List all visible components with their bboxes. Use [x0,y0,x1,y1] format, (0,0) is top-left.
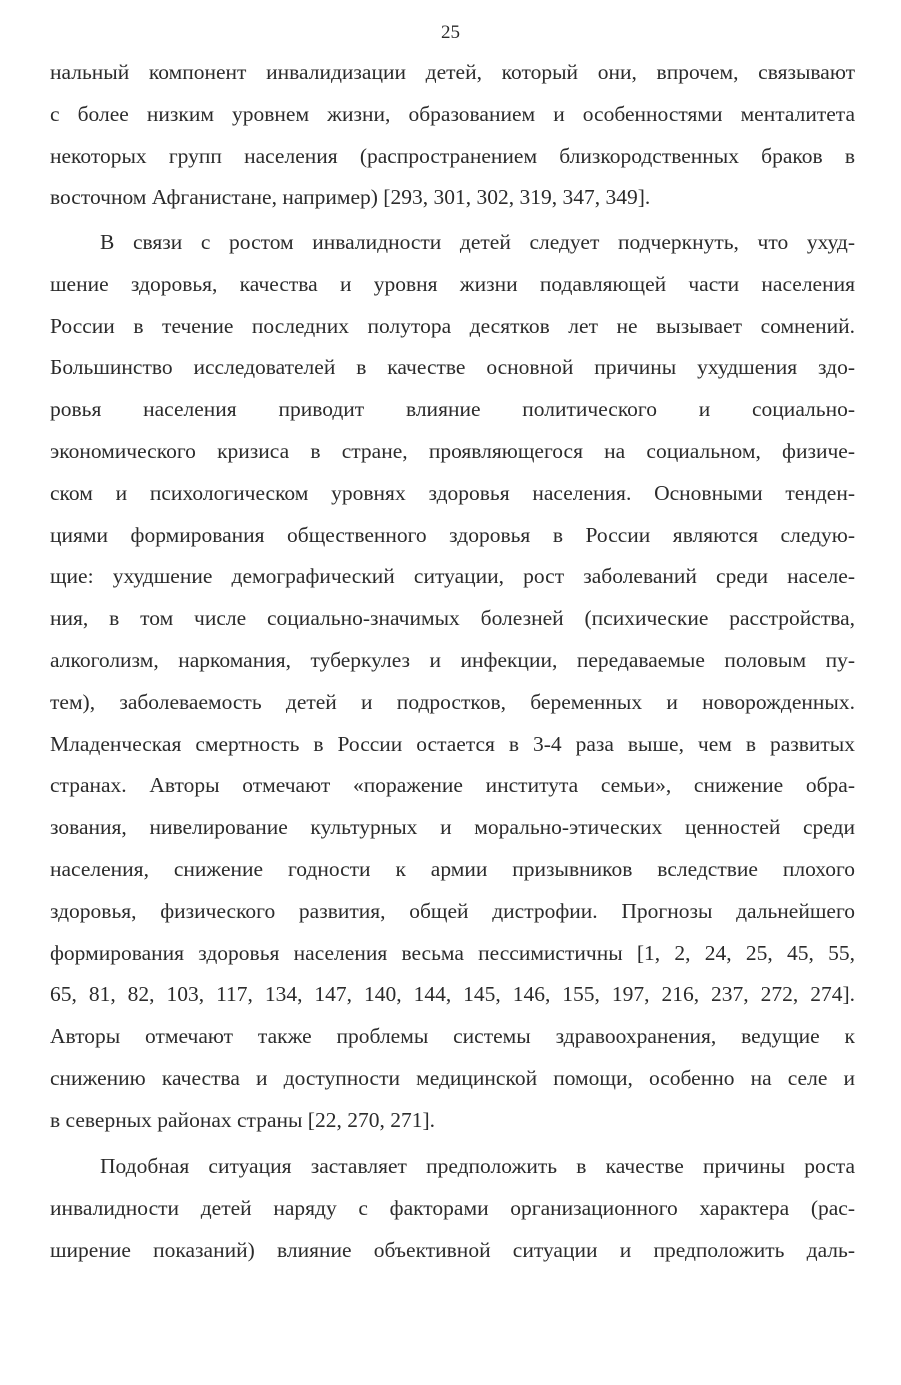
page-number: 25 [441,22,460,43]
paragraph-3 [50,1146,855,1271]
text-line: ровья населения приводит влияние политического и социально- [50,397,855,422]
text-line: населения, снижение годности к армии призывников вследствие плохого [50,856,855,881]
text-line: некоторых групп населения (распространением близкородственных браков в [50,143,855,168]
text-line: алкоголизм, наркомания, туберкулез и инфекции, передаваемые половым пу- [50,647,855,672]
text-line: в северных районах страны [22, 270, 271]. [50,1107,436,1132]
text-line: циями формирования общественного здоровья в России являются следую- [50,522,855,547]
text-line: Младенческая смертность в России остается в 3-4 раза выше, чем в развитых [50,731,855,756]
paragraph-1 [50,52,855,219]
text-line: с более низким уровнем жизни, образованием и особенностями менталитета [50,101,855,126]
text-line: России в течение последних полутора десятков лет не вызывает сомнений. [50,313,855,338]
text-line: Авторы отмечают также проблемы системы здравоохранения, ведущие к [50,1024,855,1049]
text-line: странах. Авторы отмечают «поражение института семьи», снижение обра- [50,773,855,798]
text-line: В связи с ростом инвалидности детей следует подчеркнуть, что ухуд- [100,230,855,254]
text-line: формирования здоровья населения весьма пессимистичны [1, 2, 24, 25, 45, 55, [50,940,855,965]
text-line: тем), заболеваемость детей и подростков, беременных и новорожденных. [50,689,855,714]
text-line: 65, 81, 82, 103, 117, 134, 147, 140, 144, 145, 146, 155, 197, 216, 237, 272, 274]. [50,982,855,1007]
paragraph-2 [50,222,855,1142]
text-line: снижению качества и доступности медицинской помощи, особенно на селе и [50,1065,855,1090]
text-line: экономического кризиса в стране, проявляющегося на социальном, физиче- [50,438,855,463]
text-line: инвалидности детей наряду с факторами организационного характера (рас- [50,1195,855,1220]
text-line: ния, в том числе социально-значимых болезней (психические расстройства, [50,606,855,631]
text-line: нальный компонент инвалидизации детей, который они, впрочем, связывают [50,60,855,84]
text-line: ширение показаний) влияние объективной ситуации и предположить даль- [50,1237,855,1262]
text-line: Подобная ситуация заставляет предположить в качестве причины роста [100,1154,855,1178]
text-line: зования, нивелирование культурных и морально-этических ценностей среди [50,815,855,840]
text-line: здоровья, физического развития, общей дистрофии. Прогнозы дальнейшего [50,898,855,923]
text-line: ском и психологическом уровнях здоровья населения. Основными тенден- [50,480,855,505]
text-line: восточном Афганистане, например) [293, 301, 302, 319, 347, 349]. [50,185,651,210]
text-line: щие: ухудшение демографический ситуации, рост заболеваний среди населе- [50,564,855,589]
text-line: шение здоровья, качества и уровня жизни подавляющей части населения [50,271,855,296]
text-line: Большинство исследователей в качестве основной причины ухудшения здо- [50,355,855,380]
